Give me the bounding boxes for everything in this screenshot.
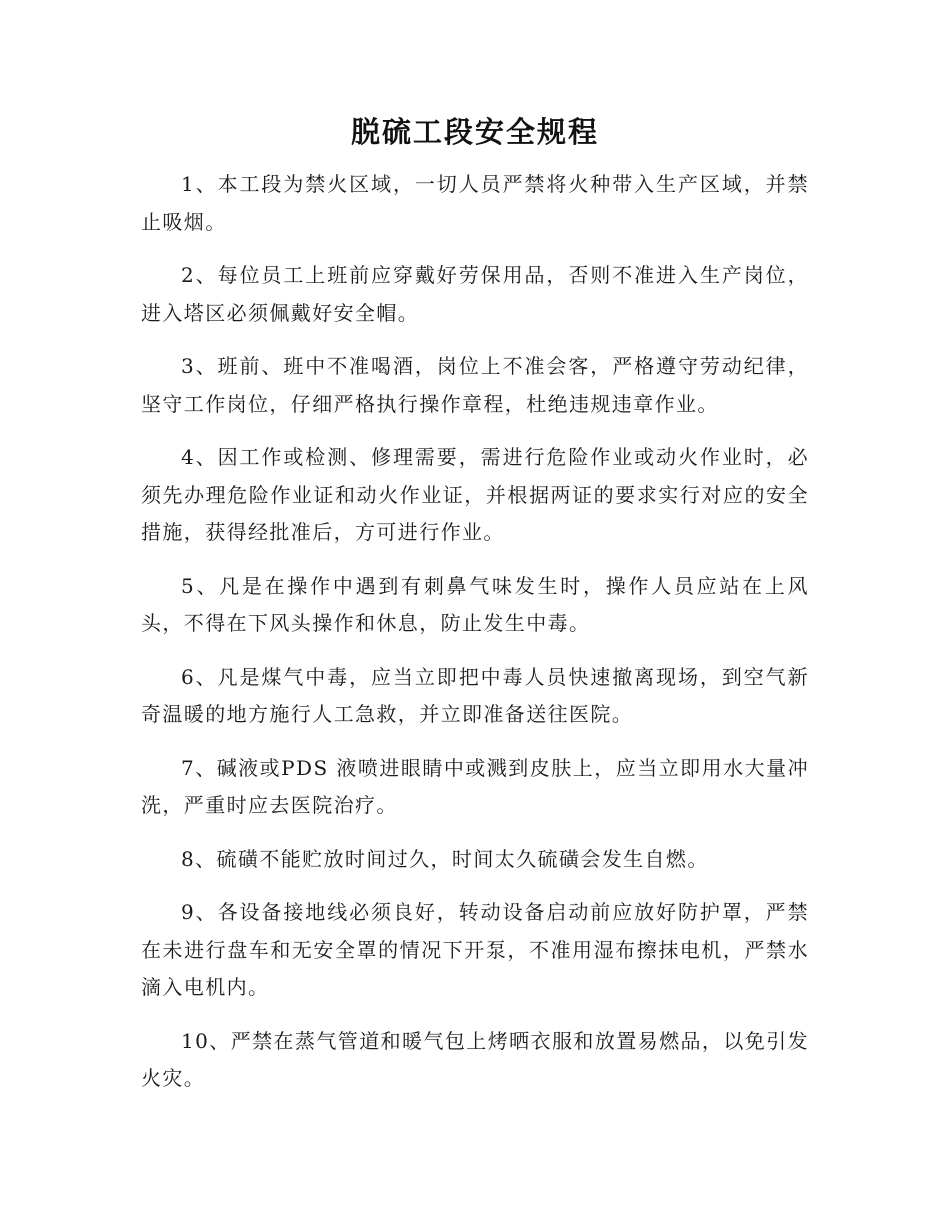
rule-paragraph-10: 10、严禁在蒸气管道和暖气包上烤晒衣服和放置易燃品，以免引发火灾。 xyxy=(141,1028,809,1090)
rule-paragraph-4: 4、因工作或检测、修理需要，需进行危险作业或动火作业时，必须先办理危险作业证和动火作业证，并根据两证的要求实行对应的安全措施，获得经批准后，方可进行作业。 xyxy=(141,445,809,544)
rule-paragraph-3: 3、班前、班中不准喝酒，岗位上不准会客，严格遵守劳动纪律，坚守工作岗位，仔细严格执行操作章程，杜绝违规违章作业。 xyxy=(141,354,809,416)
document-body xyxy=(141,166,809,1114)
rule-paragraph-7: 7、碱液或PDS 液喷进眼睛中或溅到皮肤上，应当立即用水大量冲洗，严重时应去医院治疗。 xyxy=(141,755,809,817)
document-title: 脱硫工段安全规程 xyxy=(350,115,599,149)
rule-paragraph-8: 8、硫磺不能贮放时间过久，时间太久硫磺会发生自燃。 xyxy=(181,846,709,871)
rule-paragraph-6: 6、凡是煤气中毒，应当立即把中毒人员快速撤离现场，到空气新奇温暖的地方施行人工急救，并立即准备送往医院。 xyxy=(141,664,809,726)
rule-paragraph-2: 2、每位员工上班前应穿戴好劳保用品，否则不准进入生产岗位，进入塔区必须佩戴好安全帽。 xyxy=(141,263,809,325)
rule-paragraph-5: 5、凡是在操作中遇到有刺鼻气味发生时，操作人员应站在上风头，不得在下风头操作和休息，防止发生中毒。 xyxy=(141,573,809,635)
rule-paragraph-1: 1、本工段为禁火区域，一切人员严禁将火种带入生产区域，并禁止吸烟。 xyxy=(141,172,809,234)
rule-paragraph-9: 9、各设备接地线必须良好，转动设备启动前应放好防护罩，严禁在未进行盘车和无安全罩的情况下开泵，不准用湿布擦抹电机，严禁水滴入电机内。 xyxy=(141,900,809,999)
